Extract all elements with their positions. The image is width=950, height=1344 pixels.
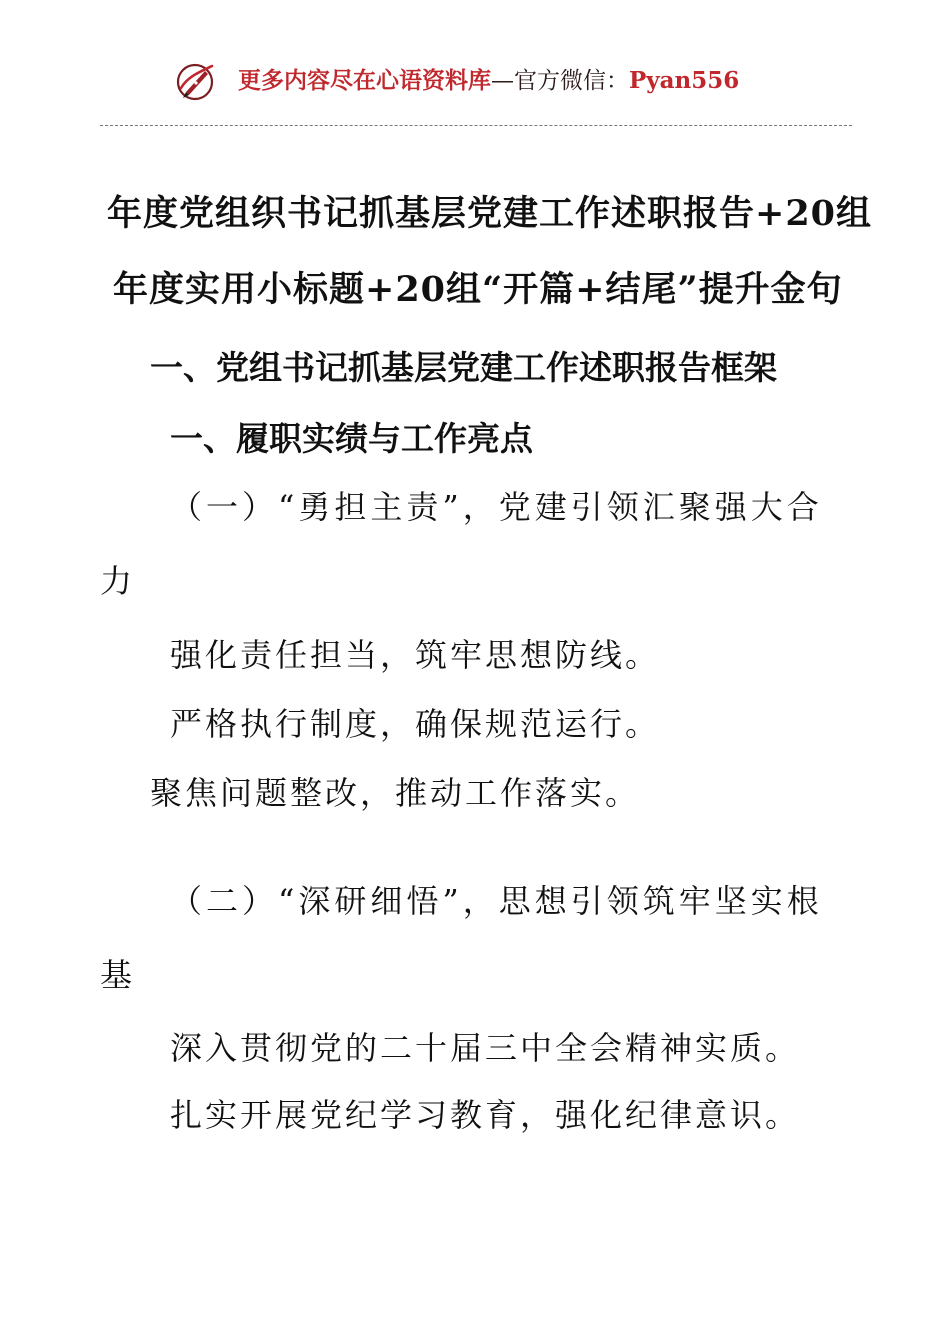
header-banner-text <box>238 66 739 96</box>
document-title-line-2: 年度实用小标题+20组“开篇+结尾”提升金句 <box>113 269 843 310</box>
subheading-2-line-2: 基 <box>100 956 136 994</box>
part-heading: 一、党组书记抓基层党建工作述职报告框架 <box>150 348 777 387</box>
paragraph-item: 聚焦问题整改，推动工作落实。 <box>150 774 641 812</box>
paragraph-item: 严格执行制度，确保规范运行。 <box>170 705 661 743</box>
header-dash: — <box>491 68 514 94</box>
subheading-1-line-1: （一）“勇担主责”，党建引领汇聚强大合 <box>170 488 823 526</box>
subheading-2-line-1: （二）“深研细悟”，思想引领筑牢坚实根 <box>170 882 823 920</box>
header-divider <box>100 125 852 126</box>
subheading-1-line-2: 力 <box>100 562 136 600</box>
document-title-line-1: 年度党组织书记抓基层党建工作述职报告+20组 <box>107 193 873 234</box>
paragraph-item: 深入贯彻党的二十届三中全会精神实质。 <box>170 1029 801 1067</box>
header-wechat-id: Pyan556 <box>629 67 740 94</box>
paragraph-item: 扎实开展党纪学习教育，强化纪律意识。 <box>170 1096 801 1134</box>
page-header <box>0 54 950 110</box>
header-site-name: 更多内容尽在心语资料库 <box>238 67 491 94</box>
paragraph-item: 强化责任担当，筑牢思想防线。 <box>170 636 661 674</box>
pen-nib-logo-icon <box>172 58 218 104</box>
section-heading: 一、履职实绩与工作亮点 <box>170 419 533 458</box>
header-wechat-label: 官方微信： <box>514 68 629 94</box>
